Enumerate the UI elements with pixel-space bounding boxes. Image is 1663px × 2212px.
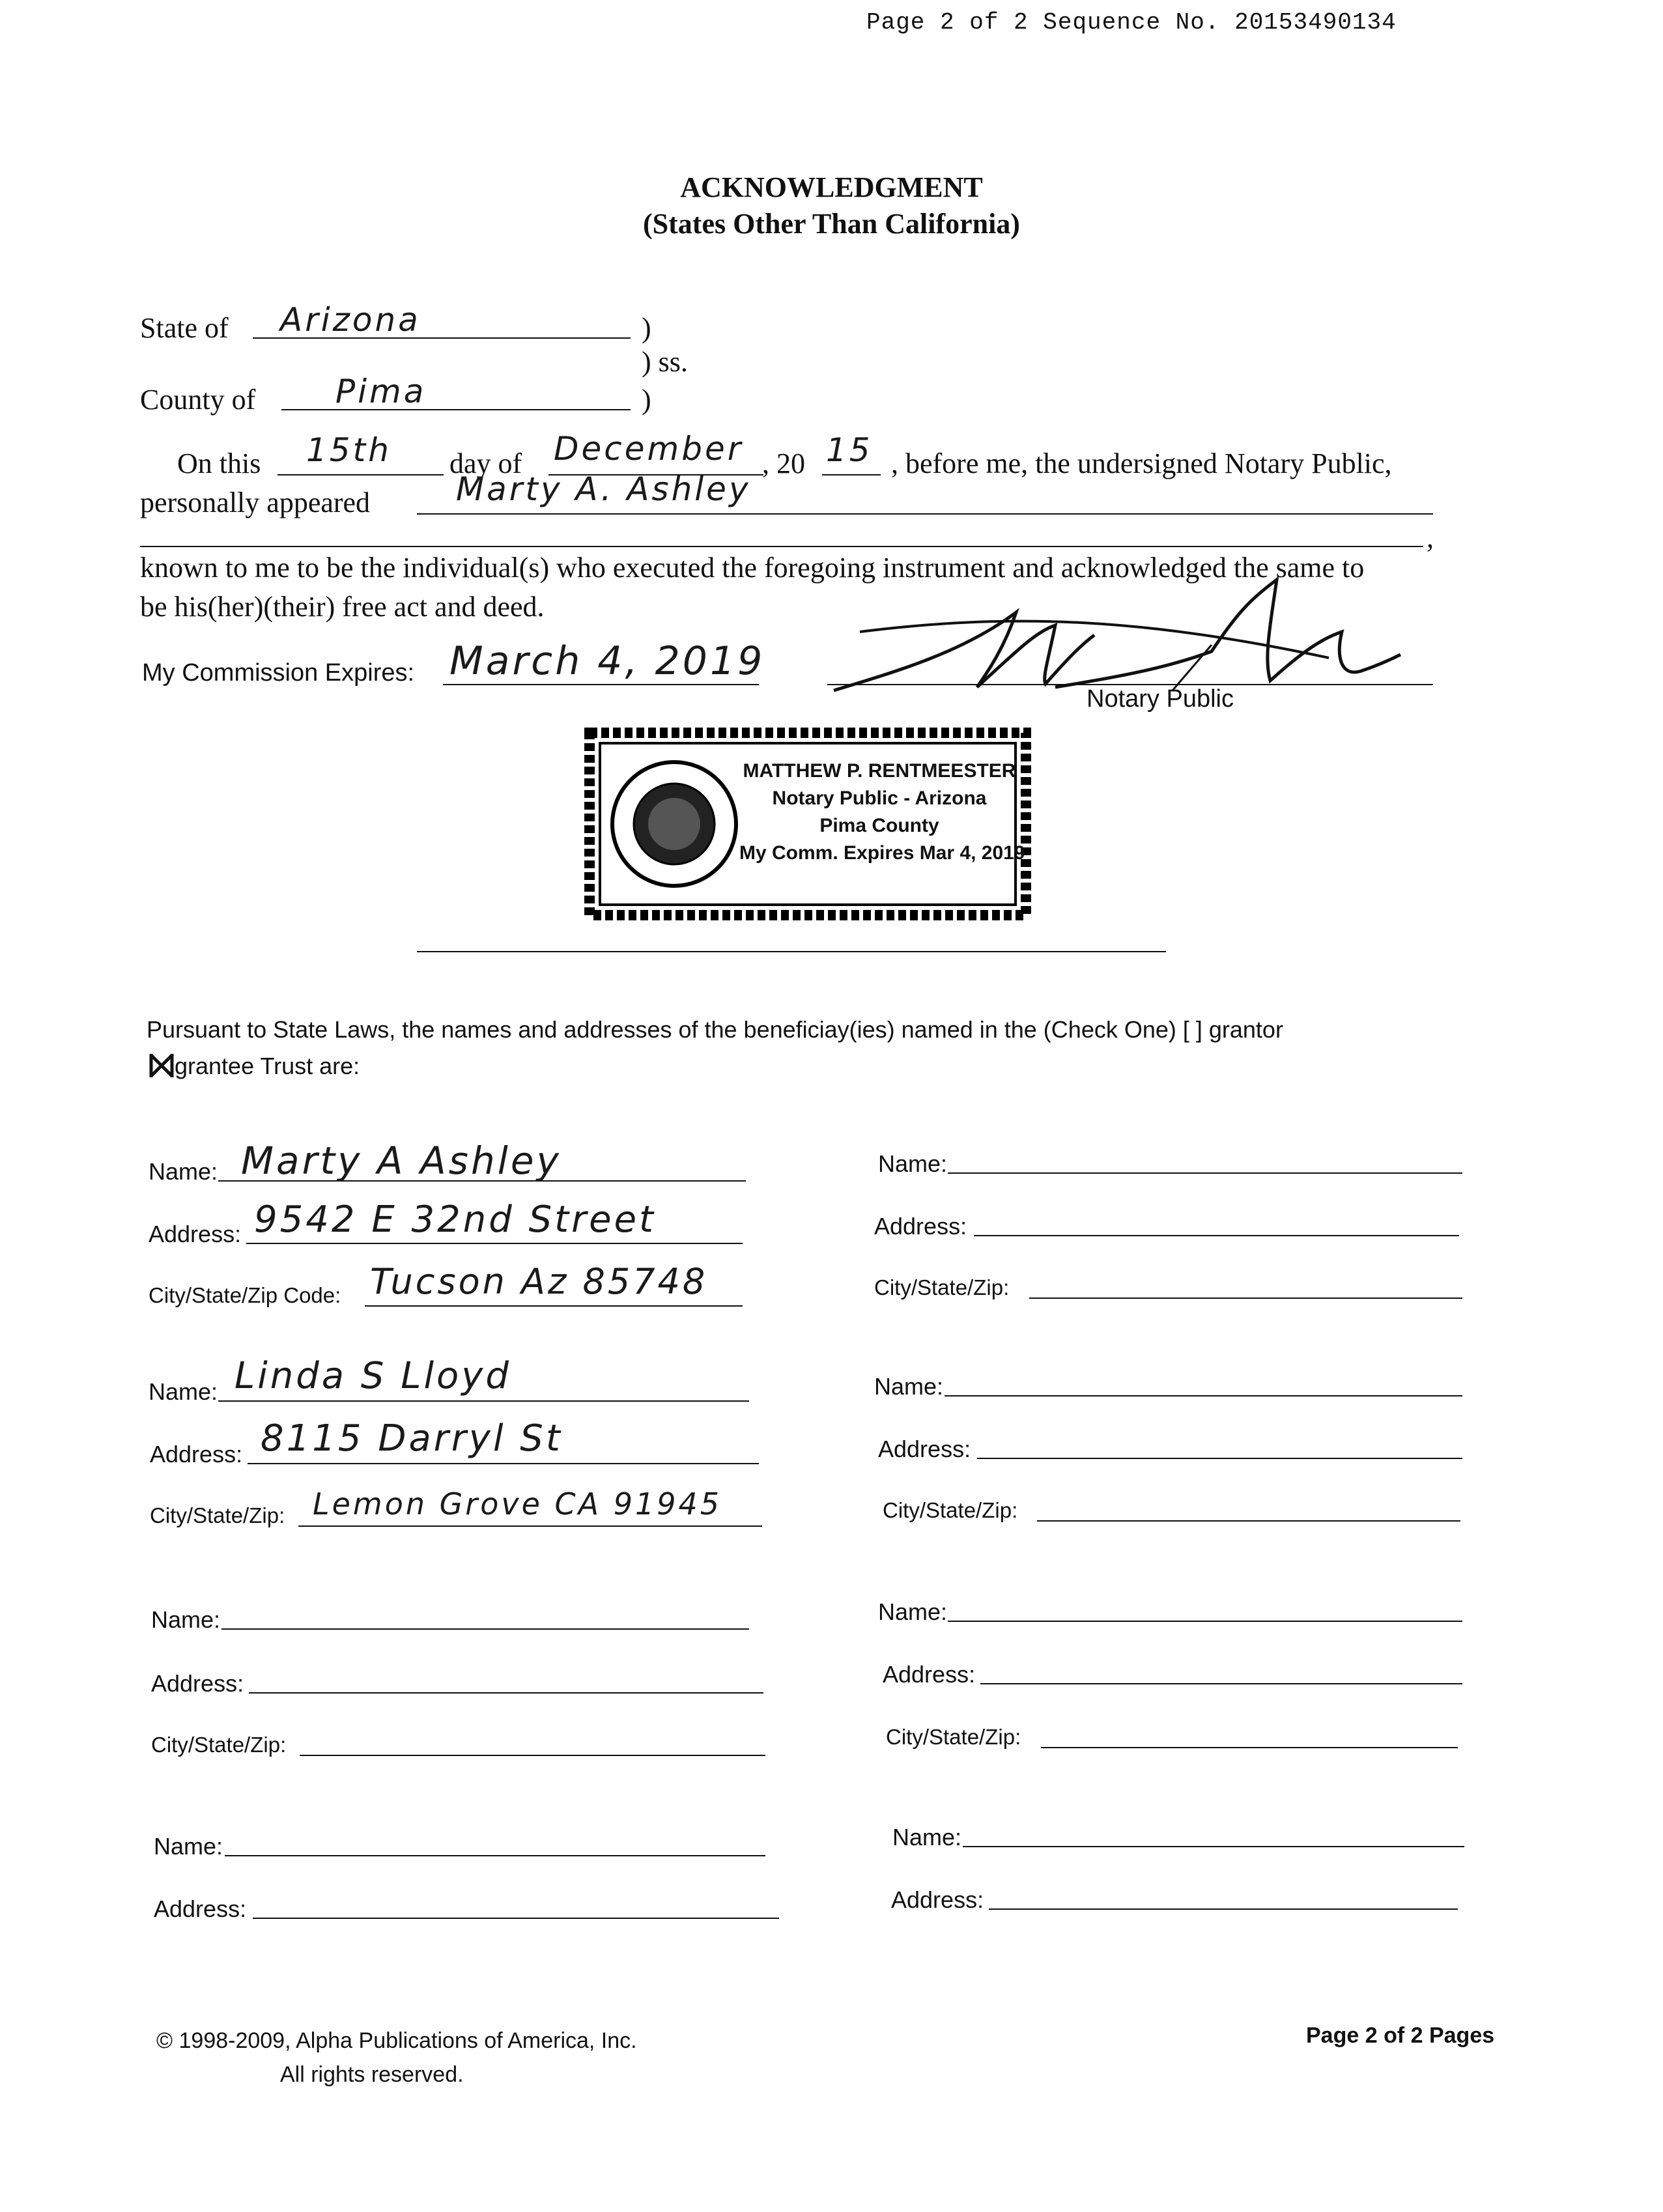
r1-city-line bbox=[1029, 1297, 1462, 1299]
entry2-name-value: Linda S Lloyd bbox=[235, 1355, 511, 1397]
r1-name-label: Name: bbox=[878, 1150, 948, 1177]
entry4-address-label: Address: bbox=[154, 1895, 247, 1922]
entry1-address-label: Address: bbox=[149, 1221, 242, 1247]
document-title: ACKNOWLEDGMENT bbox=[680, 171, 983, 203]
r3-city-line bbox=[1041, 1747, 1458, 1748]
entry2-city-line bbox=[298, 1525, 762, 1527]
commission-value: March 4, 2019 bbox=[449, 638, 765, 684]
r2-city-label: City/State/Zip: bbox=[883, 1498, 1018, 1522]
grantee-checkbox[interactable] bbox=[149, 1053, 175, 1079]
entry2-address-line bbox=[248, 1463, 759, 1464]
r1-address-line bbox=[974, 1235, 1459, 1236]
entry2-name-label: Name: bbox=[149, 1378, 218, 1405]
appeared-line-2 bbox=[140, 546, 1423, 547]
commission-label: My Commission Expires: bbox=[142, 659, 415, 687]
known-line-1: known to me to be the individual(s) who executed the foregoing instrument and acknowledged the same to bbox=[140, 552, 1365, 584]
entry3-address-line bbox=[249, 1692, 763, 1694]
r2-city-line bbox=[1037, 1520, 1460, 1522]
state-label: State of bbox=[140, 312, 229, 344]
r2-address-label: Address: bbox=[878, 1436, 971, 1462]
commission-line bbox=[443, 684, 759, 685]
known-line-2: be his(her)(their) free act and deed. bbox=[140, 591, 545, 623]
r3-name-line bbox=[948, 1621, 1462, 1622]
r1-name-line bbox=[948, 1172, 1462, 1174]
r3-address-line bbox=[980, 1683, 1462, 1684]
entry3-city-label: City/State/Zip: bbox=[151, 1733, 287, 1757]
r4-address-label: Address: bbox=[891, 1886, 984, 1913]
day-value: 15th bbox=[306, 431, 391, 469]
county-line bbox=[281, 409, 631, 410]
entry2-city-label: City/State/Zip: bbox=[150, 1503, 285, 1527]
r1-address-label: Address: bbox=[874, 1213, 967, 1240]
appeared-line bbox=[417, 513, 1433, 515]
r3-address-label: Address: bbox=[883, 1661, 976, 1688]
month-value: December bbox=[554, 430, 744, 468]
r4-name-label: Name: bbox=[892, 1824, 962, 1850]
appeared-comma: , bbox=[1427, 522, 1434, 554]
entry3-address-label: Address: bbox=[151, 1670, 244, 1697]
entry1-address-value: 9542 E 32nd Street bbox=[254, 1198, 656, 1241]
entry4-address-line bbox=[253, 1918, 779, 1919]
r4-address-line bbox=[989, 1908, 1458, 1910]
entry2-name-line bbox=[218, 1400, 749, 1402]
entry1-name-value: Marty A Ashley bbox=[241, 1139, 561, 1183]
entry1-name-label: Name: bbox=[149, 1158, 218, 1185]
stamp-line-2: Notary Public - Arizona bbox=[772, 787, 987, 809]
divider-line bbox=[417, 951, 1166, 952]
r2-address-line bbox=[977, 1458, 1462, 1459]
r2-name-label: Name: bbox=[874, 1373, 944, 1400]
day-of-label: day of bbox=[449, 447, 522, 479]
footer-copyright: © 1998-2009, Alpha Publications of America, Inc. bbox=[156, 2028, 637, 2053]
r1-city-label: City/State/Zip: bbox=[874, 1275, 1010, 1299]
notary-stamp bbox=[583, 726, 1032, 922]
footer-pages: Page 2 of 2 Pages bbox=[1306, 2023, 1495, 2048]
entry1-city-label: City/State/Zip Code: bbox=[149, 1283, 341, 1307]
on-this-label: On this bbox=[177, 447, 261, 479]
footer-rights: All rights reserved. bbox=[280, 2062, 464, 2087]
paren-2: ) bbox=[642, 384, 651, 416]
entry1-city-line bbox=[365, 1305, 743, 1307]
r4-name-line bbox=[963, 1846, 1464, 1847]
r3-name-label: Name: bbox=[878, 1598, 948, 1625]
entry3-city-line bbox=[300, 1755, 765, 1756]
r2-name-line bbox=[945, 1395, 1462, 1397]
before-me-text: , before me, the undersigned Notary Public, bbox=[891, 447, 1392, 479]
year-prefix: , 20 bbox=[762, 447, 805, 479]
entry4-name-label: Name: bbox=[154, 1833, 223, 1860]
entry3-name-label: Name: bbox=[151, 1606, 221, 1633]
entry2-address-value: 8115 Darryl St bbox=[261, 1417, 563, 1460]
entry3-name-line bbox=[221, 1628, 749, 1630]
county-value: Pima bbox=[335, 373, 427, 410]
notary-public-label: Notary Public bbox=[1087, 685, 1234, 713]
year-line bbox=[822, 474, 881, 475]
appeared-value: Marty A. Ashley bbox=[456, 470, 751, 508]
entry1-address-line bbox=[246, 1243, 743, 1244]
r3-city-label: City/State/Zip: bbox=[886, 1725, 1021, 1749]
ss-label: ) ss. bbox=[642, 346, 688, 378]
paren-1: ) bbox=[642, 312, 651, 344]
personally-appeared-label: personally appeared bbox=[140, 487, 371, 518]
entry4-name-line bbox=[225, 1855, 765, 1856]
document-subtitle: (States Other Than California) bbox=[643, 208, 1020, 240]
day-line bbox=[277, 474, 444, 475]
entry2-city-value: Lemon Grove CA 91945 bbox=[313, 1486, 722, 1522]
beneficiaries-intro-2: grantee Trust are: bbox=[175, 1053, 360, 1079]
stamp-line-4: My Comm. Expires Mar 4, 2019 bbox=[739, 842, 1025, 864]
year-value: 15 bbox=[826, 431, 873, 469]
stamp-line-3: Pima County bbox=[819, 815, 939, 836]
county-label: County of bbox=[140, 384, 256, 416]
entry1-city-value: Tucson Az 85748 bbox=[370, 1261, 708, 1302]
state-value: Arizona bbox=[280, 301, 421, 339]
entry2-address-label: Address: bbox=[150, 1441, 243, 1468]
page-sequence-header: Page 2 of 2 Sequence No. 20153490134 bbox=[866, 9, 1397, 36]
stamp-line-1: MATTHEW P. RENTMEESTER bbox=[743, 760, 1016, 782]
beneficiaries-intro-1: Pursuant to State Laws, the names and addresses of the beneficiay(ies) named in the (Check One) [ ] grantor bbox=[147, 1016, 1283, 1043]
